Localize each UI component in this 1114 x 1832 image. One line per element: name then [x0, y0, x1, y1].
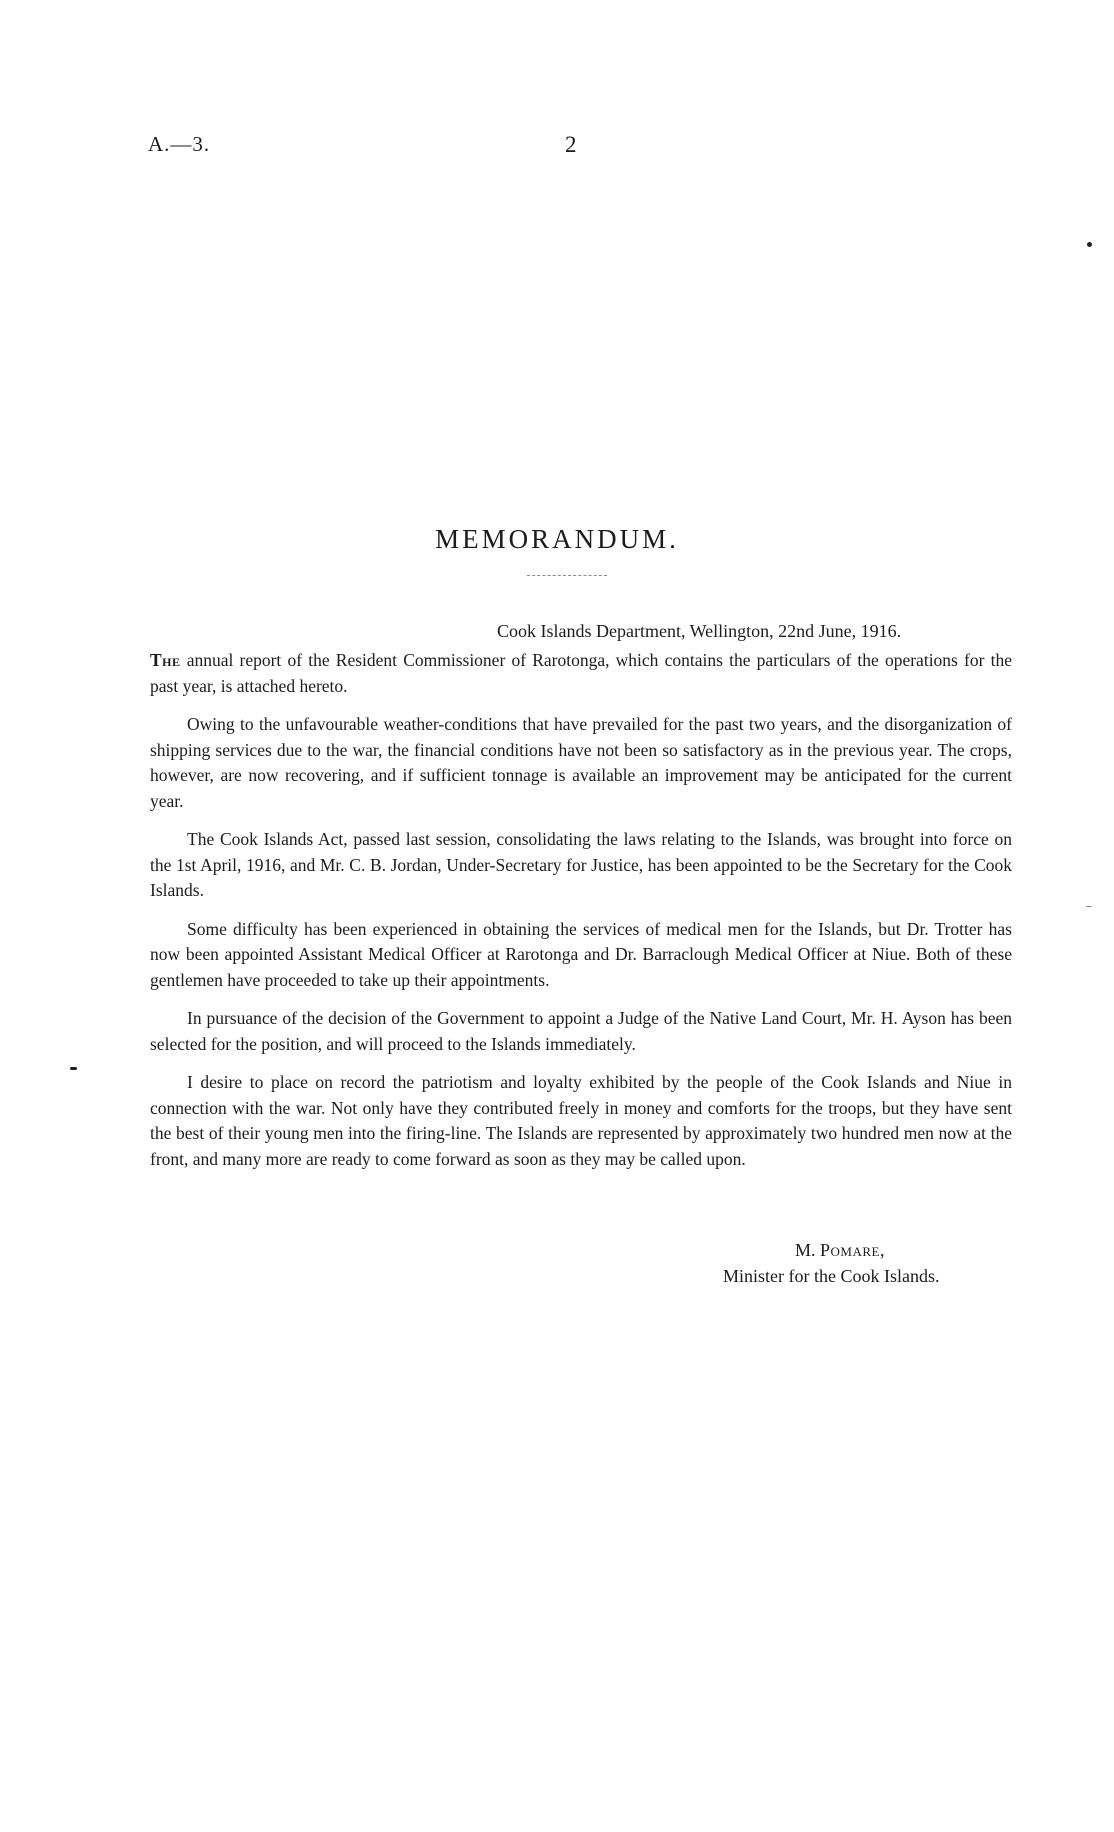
page-title: MEMORANDUM. [435, 524, 679, 554]
signature-name [795, 1240, 885, 1261]
title-divider [527, 575, 607, 576]
page-number: 2 [565, 132, 577, 157]
report-reference: A.—3. [148, 132, 211, 156]
paragraph-2: Owing to the unfavourable weather-conditions that have prevailed for the past two years, and the disorganization of shipping services due to the war, the financial conditions have not been so satisfactory as in the previous year. The crops, however, are now recovering, and if sufficient tonnage is available an improvement may be anticipated for the current year. [150, 714, 1012, 811]
paragraph-3: The Cook Islands Act, passed last session, consolidating the laws relating to the Islands, was brought into force on the 1st April, 1916, and Mr. C. B. Jordan, Under-Secretary for Justice, has been appointed to be the Secretary for the Cook Islands. [150, 829, 1012, 900]
scan-speck-mark [1087, 242, 1092, 247]
signature-surname: Pomare, [820, 1240, 885, 1260]
paragraph-1 [150, 648, 1012, 699]
paragraph-1-text: annual report of the Resident Commissioner of Rarotonga, which contains the particulars of the operations for the past year, is attached hereto. [150, 650, 1012, 696]
paragraph-5: In pursuance of the decision of the Government to appoint a Judge of the Native Land Court, Mr. H. Ayson has been selected for the position, and will proceed to the Islands immediately. [150, 1008, 1012, 1054]
scan-speck-mark [1086, 906, 1092, 907]
paragraph-4: Some difficulty has been experienced in obtaining the services of medical men for the Islands, but Dr. Trotter has now been appointed Assistant Medical Officer at Rarotonga and Dr. Barraclough Medical Officer at Niue. Both of these gentlemen have proceeded to take up their appointments. [150, 918, 1012, 990]
paragraph-1-lead: The [150, 650, 181, 670]
dateline: Cook Islands Department, Wellington, 22nd June, 1916. [497, 621, 902, 641]
signature-initial: M. [795, 1240, 821, 1260]
paragraph-6: I desire to place on record the patriotism and loyalty exhibited by the people of the Cook Islands and Niue in connection with the war. Not only have they contributed freely in money and comforts for the troops, but they have sent the best of their young men into the firing-line. The Islands are represented by approximately two hundred men now at the front, and many more are ready to come forward as soon as they may be called upon. [150, 1072, 1012, 1169]
signature-title: Minister for the Cook Islands. [723, 1266, 940, 1286]
scan-speck-mark [70, 1067, 77, 1070]
memorandum-body [150, 648, 1012, 1185]
